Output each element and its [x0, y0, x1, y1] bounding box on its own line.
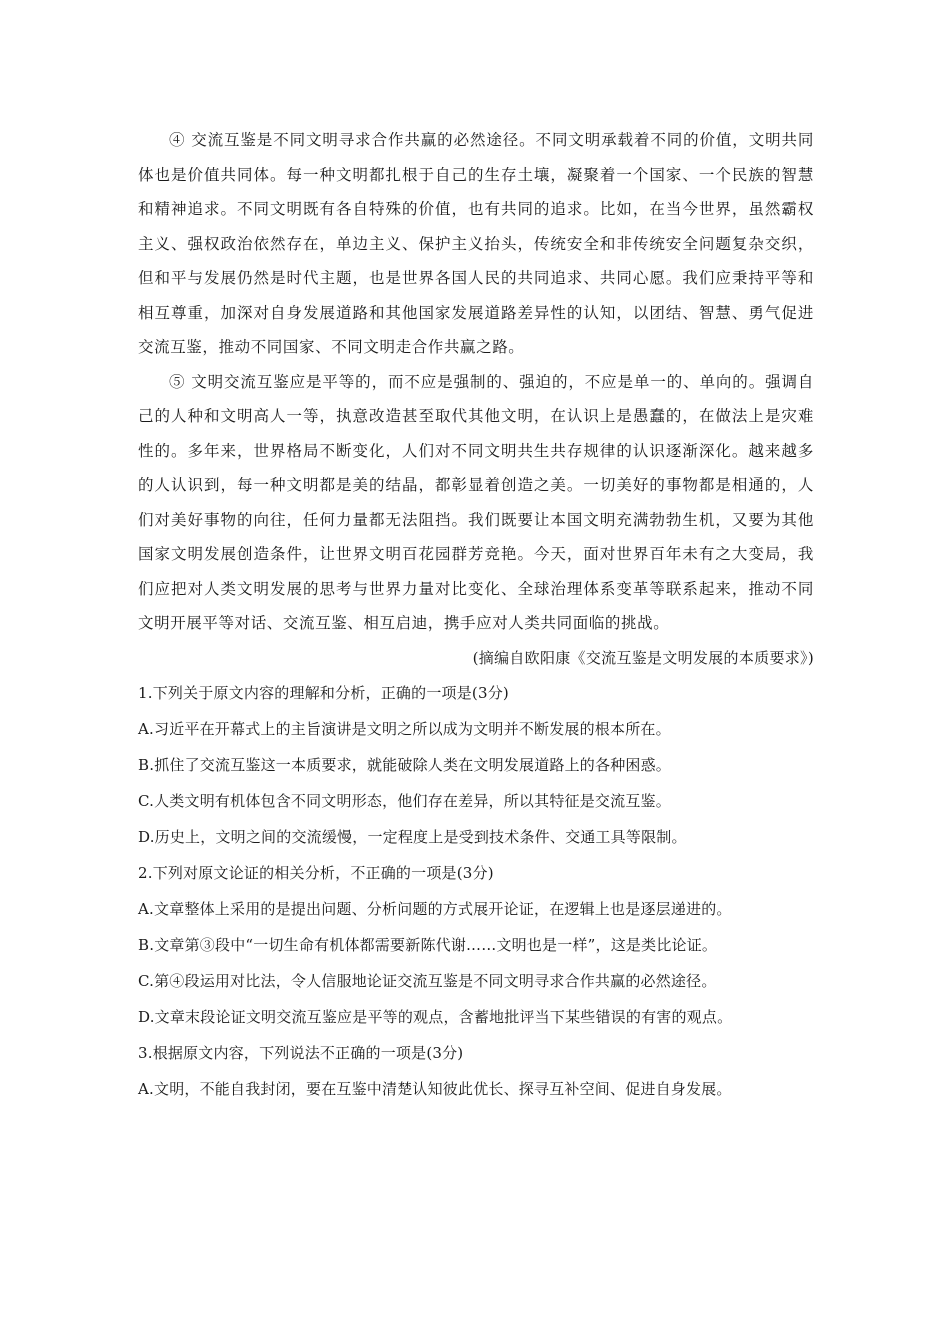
option-d: D.历史上，文明之间的交流缓慢，一定程度上是受到技术条件、交通工具等限制。 — [138, 827, 687, 846]
option-d: D.文章末段论证文明交流互鉴应是平等的观点，含蓄地批评当下某些错误的有害的观点。 — [138, 1007, 733, 1026]
question-stem: 3.根据原文内容，下列说法不正确的一项是(3分) — [138, 1043, 464, 1062]
option-c: C.人类文明有机体包含不同文明形态，他们存在差异，所以其特征是交流互鉴。 — [138, 791, 671, 810]
question-3 — [138, 1035, 814, 1107]
source-citation: (摘编自欧阳康《交流互鉴是文明发展的本质要求》) — [472, 648, 814, 667]
question-stem: 1.下列关于原文内容的理解和分析，正确的一项是(3分) — [138, 683, 509, 702]
paragraph-4: ④ 交流互鉴是不同文明寻求合作共赢的必然途径。不同文明承载着不同的价值，文明共同体也是价值共同体。每一种文明都扎根于自己的生存土壤，凝聚着一个国家、一个民族的智慧和精神追求。不同文明既有各自特殊的价值，也有共同的追求。比如，在当今世界，虽然霸权主义、强权政治依然存在，单边主义、保护主义抬头，传统安全和非传统安全问题复杂交织，但和平与发展仍然是时代主题，也是世界各国人民的共同追求、共同心愿。我们应秉持平等和相互尊重，加深对自身发展道路和其他国家发展道路差异性的认知，以团结、智慧、勇气促进交流互鉴，推动不同国家、不同文明走合作共赢之路。 — [138, 131, 814, 356]
paragraph-5: ⑤ 文明交流互鉴应是平等的，而不应是强制的、强迫的，不应是单一的、单向的。强调自己的人种和文明高人一等，执意改造甚至取代其他文明，在认识上是愚蠢的，在做法上是灾难性的。多年来，世界格局不断变化，人们对不同文明共生共存规律的认识逐渐深化。越来越多的人认识到，每一种文明都是美的结晶，都彰显着创造之美。一切美好的事物都是相通的，人们对美好事物的向往，任何力量都无法阻挡。我们既要让本国文明充满勃勃生机，又要为其他国家文明发展创造条件，让世界文明百花园群芳竞艳。今天，面对世界百年未有之大变局，我们应把对人类文明发展的思考与世界力量对比变化、全球治理体系变革等联系起来，推动不同文明开展平等对话、交流互鉴、相互启迪，携手应对人类共同面临的挑战。 — [138, 372, 814, 632]
document-page — [138, 123, 814, 1107]
option-c: C.第④段运用对比法，令人信服地论证交流互鉴是不同文明寻求合作共赢的必然途径。 — [138, 971, 717, 990]
option-a: A.文明，不能自我封闭，要在互鉴中清楚认知彼此优长、探寻互补空间、促进自身发展。 — [138, 1079, 732, 1098]
question-stem: 2.下列对原文论证的相关分析，不正确的一项是(3分) — [138, 863, 494, 882]
question-2 — [138, 855, 814, 1035]
question-1 — [138, 675, 814, 855]
option-b: B.抓住了交流互鉴这一本质要求，就能破除人类在文明发展道路上的各种困惑。 — [138, 755, 671, 774]
option-b: B.文章第③段中“一切生命有机体都需要新陈代谢……文明也是一样”，这是类比论证。 — [138, 935, 718, 954]
option-a: A.文章整体上采用的是提出问题、分析问题的方式展开论证，在逻辑上也是逐层递进的。 — [138, 899, 732, 918]
option-a: A.习近平在开幕式上的主旨演讲是文明之所以成为文明并不断发展的根本所在。 — [138, 719, 671, 738]
